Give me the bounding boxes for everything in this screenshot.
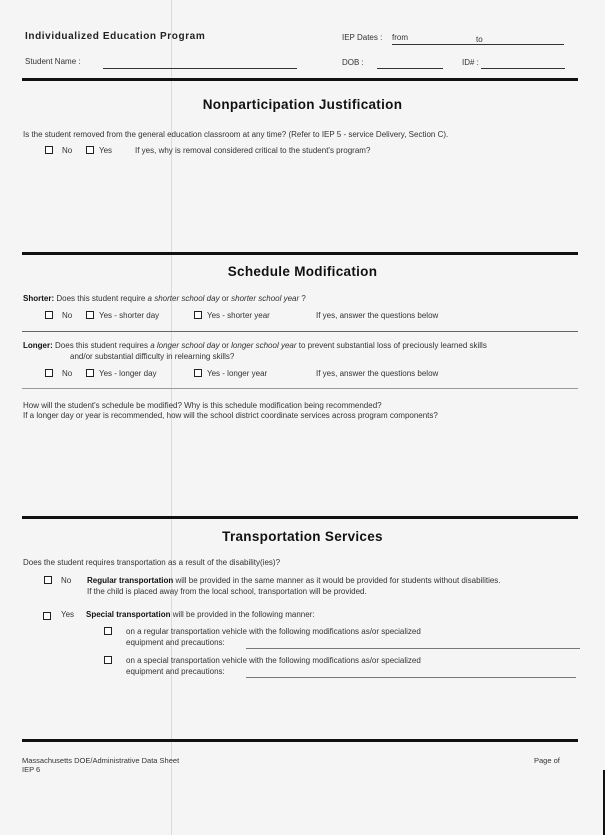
section-divider [22, 252, 578, 255]
section-title-transportation: Transportation Services [222, 529, 383, 544]
checkbox-regular-vehicle[interactable] [104, 627, 112, 635]
student-name-field[interactable] [103, 68, 297, 69]
checkbox-longer-day[interactable] [86, 369, 94, 377]
option-label: Yes - shorter year [207, 311, 270, 320]
shorter-label: Shorter: [23, 294, 55, 303]
student-name-label: Student Name : [25, 57, 81, 66]
special-vehicle-field[interactable] [246, 677, 576, 678]
special-vehicle-text-2: equipment and precautions: [126, 667, 225, 676]
checkbox-shorter-year[interactable] [194, 311, 202, 319]
checkbox-yes[interactable] [86, 146, 94, 154]
nonparticipation-question: Is the student removed from the general education classroom at any time? (Refer to IEP 5 - service Delivery, Section C). [23, 130, 449, 139]
option-label: Yes - shorter day [99, 311, 160, 320]
checkbox-no[interactable] [45, 146, 53, 154]
section-title-schedule: Schedule Modification [227, 264, 378, 279]
section-divider [22, 516, 578, 519]
iep-dates-label: IEP Dates : [342, 33, 383, 42]
checkbox-special-vehicle[interactable] [104, 656, 112, 664]
checkbox-transport-yes[interactable] [43, 612, 51, 620]
longer-question-line2: and/or substantial difficulty in relearning skills? [70, 352, 235, 361]
longer-note: If yes, answer the questions below [316, 369, 439, 378]
option-label: No [62, 311, 73, 320]
checkbox-longer-year[interactable] [194, 369, 202, 377]
iep-dates-field[interactable] [392, 44, 564, 45]
dob-label: DOB : [342, 58, 364, 67]
checkbox-transport-no[interactable] [44, 576, 52, 584]
checkbox-shorter-no[interactable] [45, 311, 53, 319]
dob-field[interactable] [377, 68, 443, 69]
footer-form-id: IEP 6 [22, 765, 41, 774]
option-no-label: No [62, 146, 73, 155]
regular-vehicle-field[interactable] [246, 648, 580, 649]
id-label: ID# : [462, 58, 479, 67]
shorter-note: If yes, answer the questions below [316, 311, 439, 320]
transportation-question: Does the student requires transportation as a result of the disability(ies)? [23, 558, 281, 567]
footer-source: Massachusetts DOE/Administrative Data Sheet [22, 756, 180, 765]
section-title-nonparticipation: Nonparticipation Justification [202, 97, 403, 112]
form-title: Individualized Education Program [25, 31, 206, 42]
longer-question: Longer: Does this student requires a longer school day or longer school year to prevent substantial loss of preciously learned skills [23, 341, 487, 350]
from-label: from [392, 33, 408, 42]
footer-divider [22, 739, 578, 742]
option-label: Yes - longer year [207, 369, 268, 378]
checkbox-longer-no[interactable] [45, 369, 53, 377]
longer-label: Longer: [23, 341, 53, 350]
regular-vehicle-text: on a regular transportation vehicle with the following modifications as/or specialized [126, 627, 421, 636]
shorter-question: Shorter: Does this student require a shorter school day or shorter school year ? [23, 294, 306, 303]
regular-transport-text: Regular transportation will be provided in the same manner as it would be provided for students without disabilities. [87, 576, 501, 585]
option-label: Yes - longer day [99, 369, 157, 378]
special-vehicle-text: on a special transportation vehicle with the following modifications as/or specialized [126, 656, 421, 665]
regular-transport-text-2: If the child is placed away from the local school, transportation will be provided. [87, 587, 367, 596]
option-yes-label: Yes [61, 610, 75, 619]
regular-vehicle-text-2: equipment and precautions: [126, 638, 225, 647]
option-yes-label: Yes [99, 146, 113, 155]
schedule-how-question-1: How will the student's schedule be modified? Why is this schedule modification being recommended? [23, 401, 382, 410]
to-label: to [476, 35, 483, 44]
special-transport-text: Special transportation will be provided in the following manner: [86, 610, 315, 619]
header-divider [22, 78, 578, 81]
divider [22, 331, 578, 332]
id-field[interactable] [481, 68, 565, 69]
schedule-how-question-2: If a longer day or year is recommended, how will the school district coordinate services across program components? [23, 411, 438, 420]
page-number: Page of [534, 756, 560, 765]
checkbox-shorter-day[interactable] [86, 311, 94, 319]
divider [22, 388, 578, 389]
option-no-label: No [61, 576, 72, 585]
nonparticipation-followup: If yes, why is removal considered critical to the student's program? [135, 146, 371, 155]
option-label: No [62, 369, 73, 378]
